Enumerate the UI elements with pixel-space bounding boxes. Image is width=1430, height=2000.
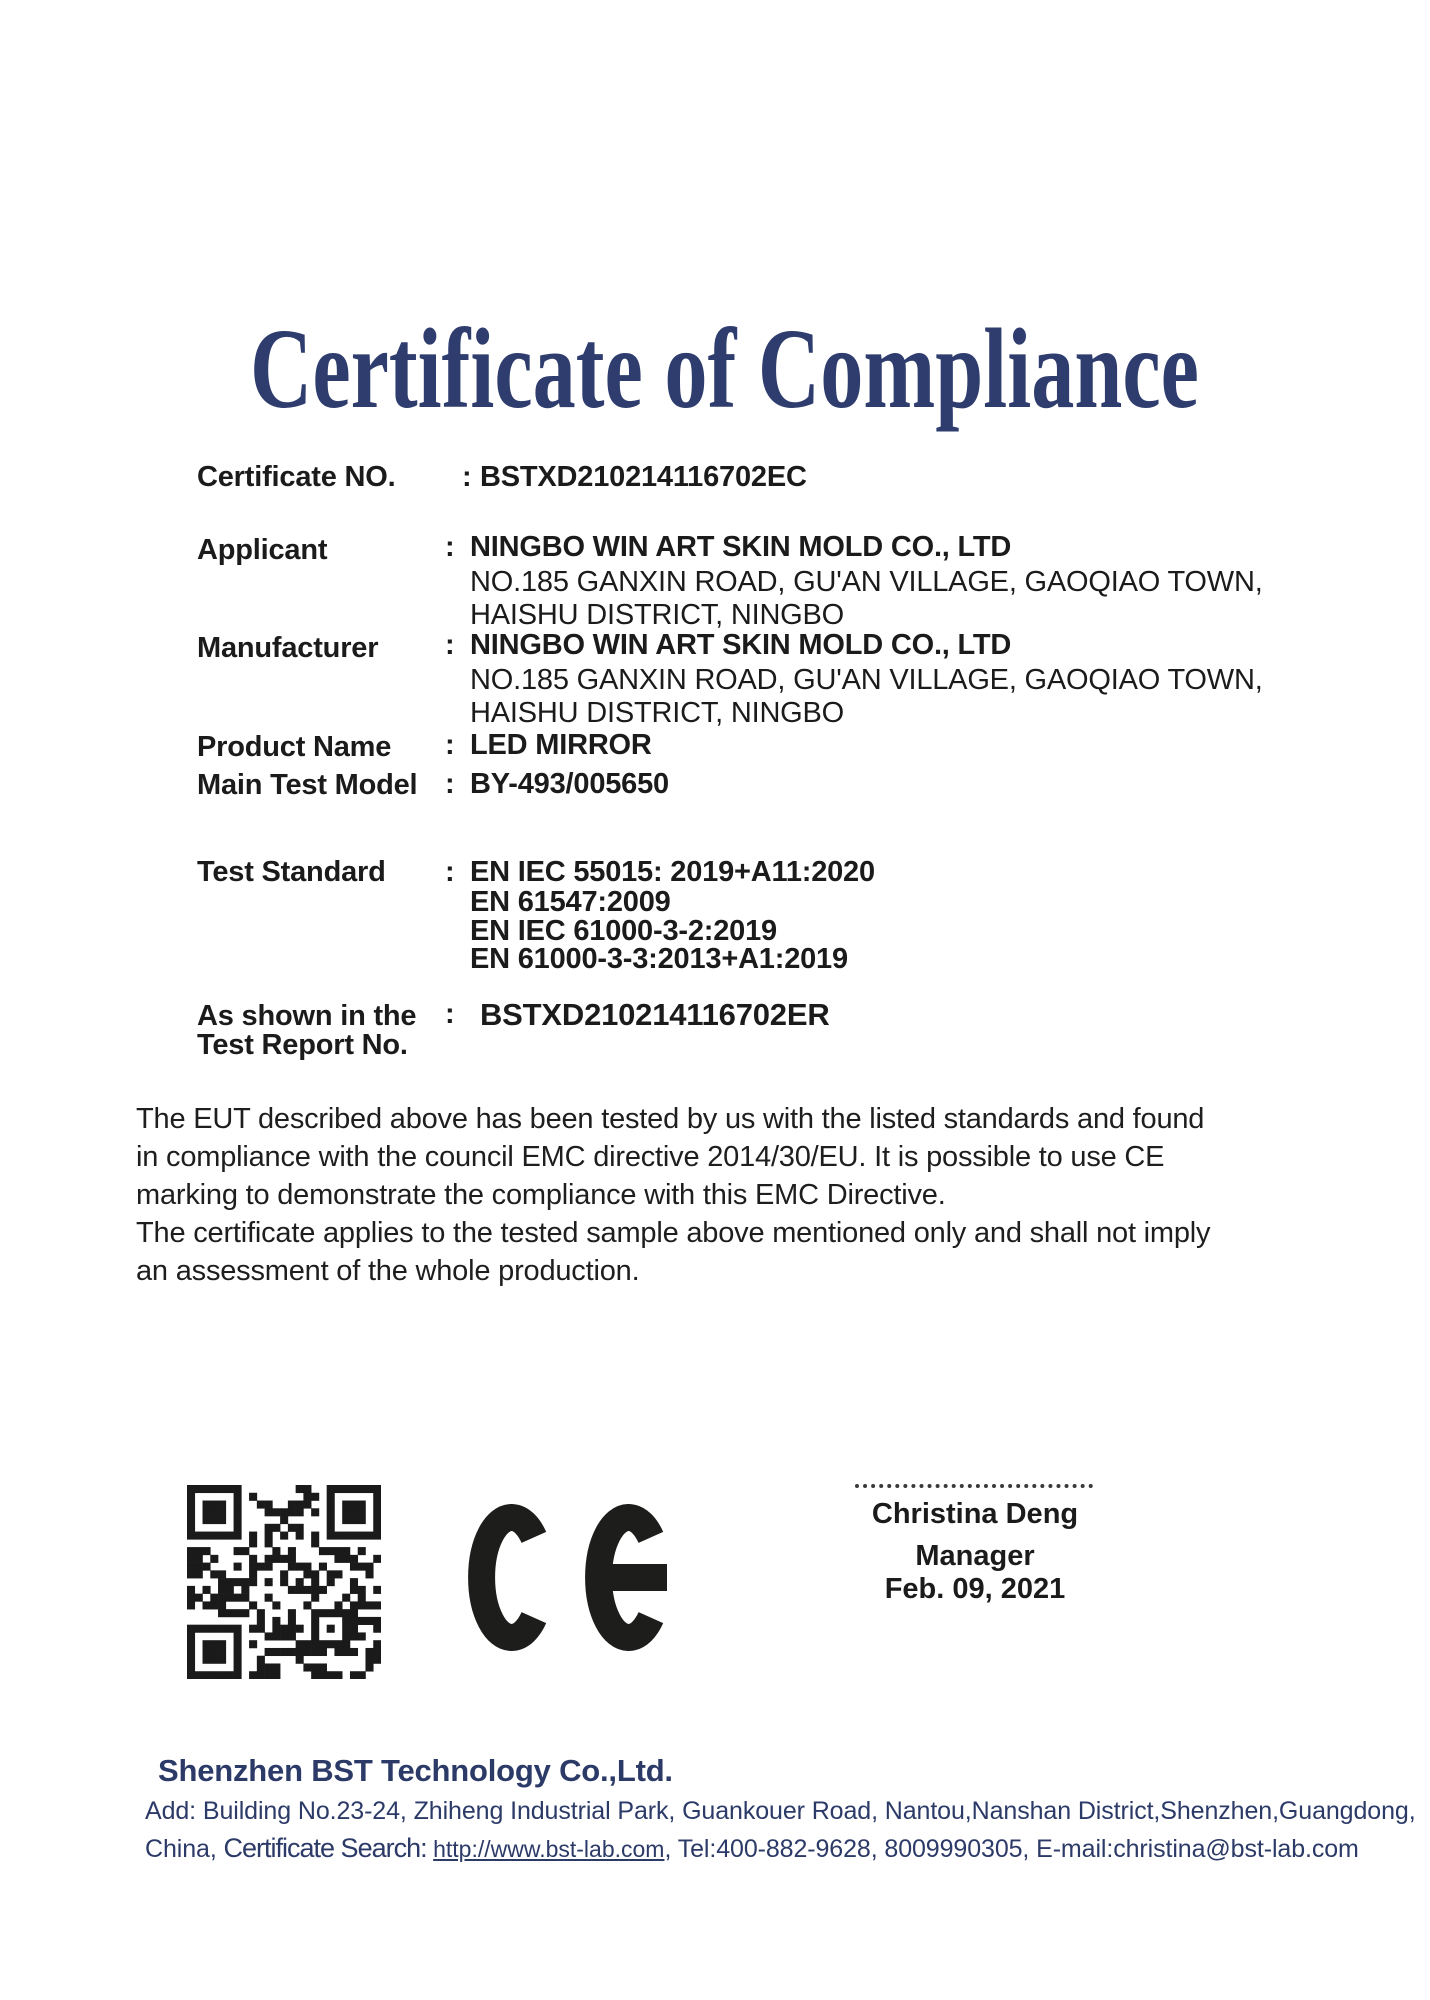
- test-standard-label: Test Standard: [197, 856, 386, 888]
- body-paragraph-2: The certificate applies to the tested sample above mentioned only and shall not imply an assessment of the whole production.: [136, 1217, 1211, 1287]
- colon: :: [445, 768, 455, 800]
- colon: :: [445, 531, 455, 563]
- applicant-label: Applicant: [197, 534, 328, 566]
- manufacturer-address-line-1: NO.185 GANXIN ROAD, GU'AN VILLAGE, GAOQIAO TOWN,: [470, 664, 1263, 696]
- signatory-role: Manager: [915, 1540, 1035, 1572]
- test-report-value: BSTXD210214116702ER: [480, 997, 830, 1032]
- footer-address-line-2-prefix: China,: [145, 1835, 224, 1863]
- certificate-no-label: Certificate NO.: [197, 461, 396, 493]
- test-standard-line-1: EN IEC 55015: 2019+A11:2020: [470, 856, 875, 888]
- footer-company-name: Shenzhen BST Technology Co.,Ltd.: [158, 1753, 673, 1788]
- footer-address-line-2-suffix: , Tel:400-882-9628, 8009990305, E-mail:christina@bst-lab.com: [664, 1835, 1359, 1863]
- test-report-label-line-2: Test Report No.: [197, 1029, 408, 1061]
- certificate-title: Certificate of Compliance: [250, 305, 1199, 432]
- test-standard-line-2: EN 61547:2009: [470, 886, 671, 918]
- body-text: [136, 1100, 1228, 1290]
- main-test-model-value: BY-493/005650: [470, 768, 669, 800]
- footer-address-line-2: [145, 1832, 1359, 1864]
- qr-code: [187, 1485, 381, 1679]
- body-paragraph-1: The EUT described above has been tested by us with the listed standards and found in compliance with the council EMC directive 2014/30/EU. It is possible to use CE marking to demonstrate the compliance with this EMC Directive.: [136, 1103, 1205, 1211]
- colon: :: [445, 856, 455, 888]
- applicant-name: NINGBO WIN ART SKIN MOLD CO., LTD: [470, 531, 1012, 563]
- product-name-value: LED MIRROR: [470, 729, 652, 761]
- manufacturer-name: NINGBO WIN ART SKIN MOLD CO., LTD: [470, 629, 1012, 661]
- footer-url-link[interactable]: http://www.bst-lab.com: [433, 1836, 665, 1862]
- colon: :: [445, 998, 455, 1030]
- test-report-label-line-1: As shown in the: [197, 1000, 417, 1032]
- applicant-address-line-2: HAISHU DISTRICT, NINGBO: [470, 599, 845, 631]
- signature-date: Feb. 09, 2021: [884, 1573, 1066, 1605]
- signatory-name: Christina Deng: [871, 1498, 1079, 1530]
- footer-certificate-search-label: Certificate Search:: [223, 1833, 434, 1863]
- applicant-address-line-1: NO.185 GANXIN ROAD, GU'AN VILLAGE, GAOQIAO TOWN,: [470, 566, 1263, 598]
- colon: :: [445, 729, 455, 761]
- signature-dotted-line: [855, 1484, 1093, 1488]
- main-test-model-label: Main Test Model: [197, 769, 418, 801]
- colon: :: [445, 629, 455, 661]
- colon: :: [462, 461, 472, 493]
- certificate-no-value: BSTXD210214116702EC: [480, 461, 807, 493]
- manufacturer-address-line-2: HAISHU DISTRICT, NINGBO: [470, 697, 845, 729]
- ce-mark-icon: [466, 1504, 668, 1651]
- footer-address-line-1: Add: Building No.23-24, Zhiheng Industrial Park, Guankouer Road, Nantou,Nanshan District,Shenzhen,Guangdong,: [145, 1797, 1416, 1825]
- test-standard-line-3: EN IEC 61000-3-2:2019: [470, 915, 777, 947]
- product-name-label: Product Name: [197, 731, 392, 763]
- test-standard-line-4: EN 61000-3-3:2013+A1:2019: [470, 943, 848, 975]
- manufacturer-label: Manufacturer: [197, 632, 379, 664]
